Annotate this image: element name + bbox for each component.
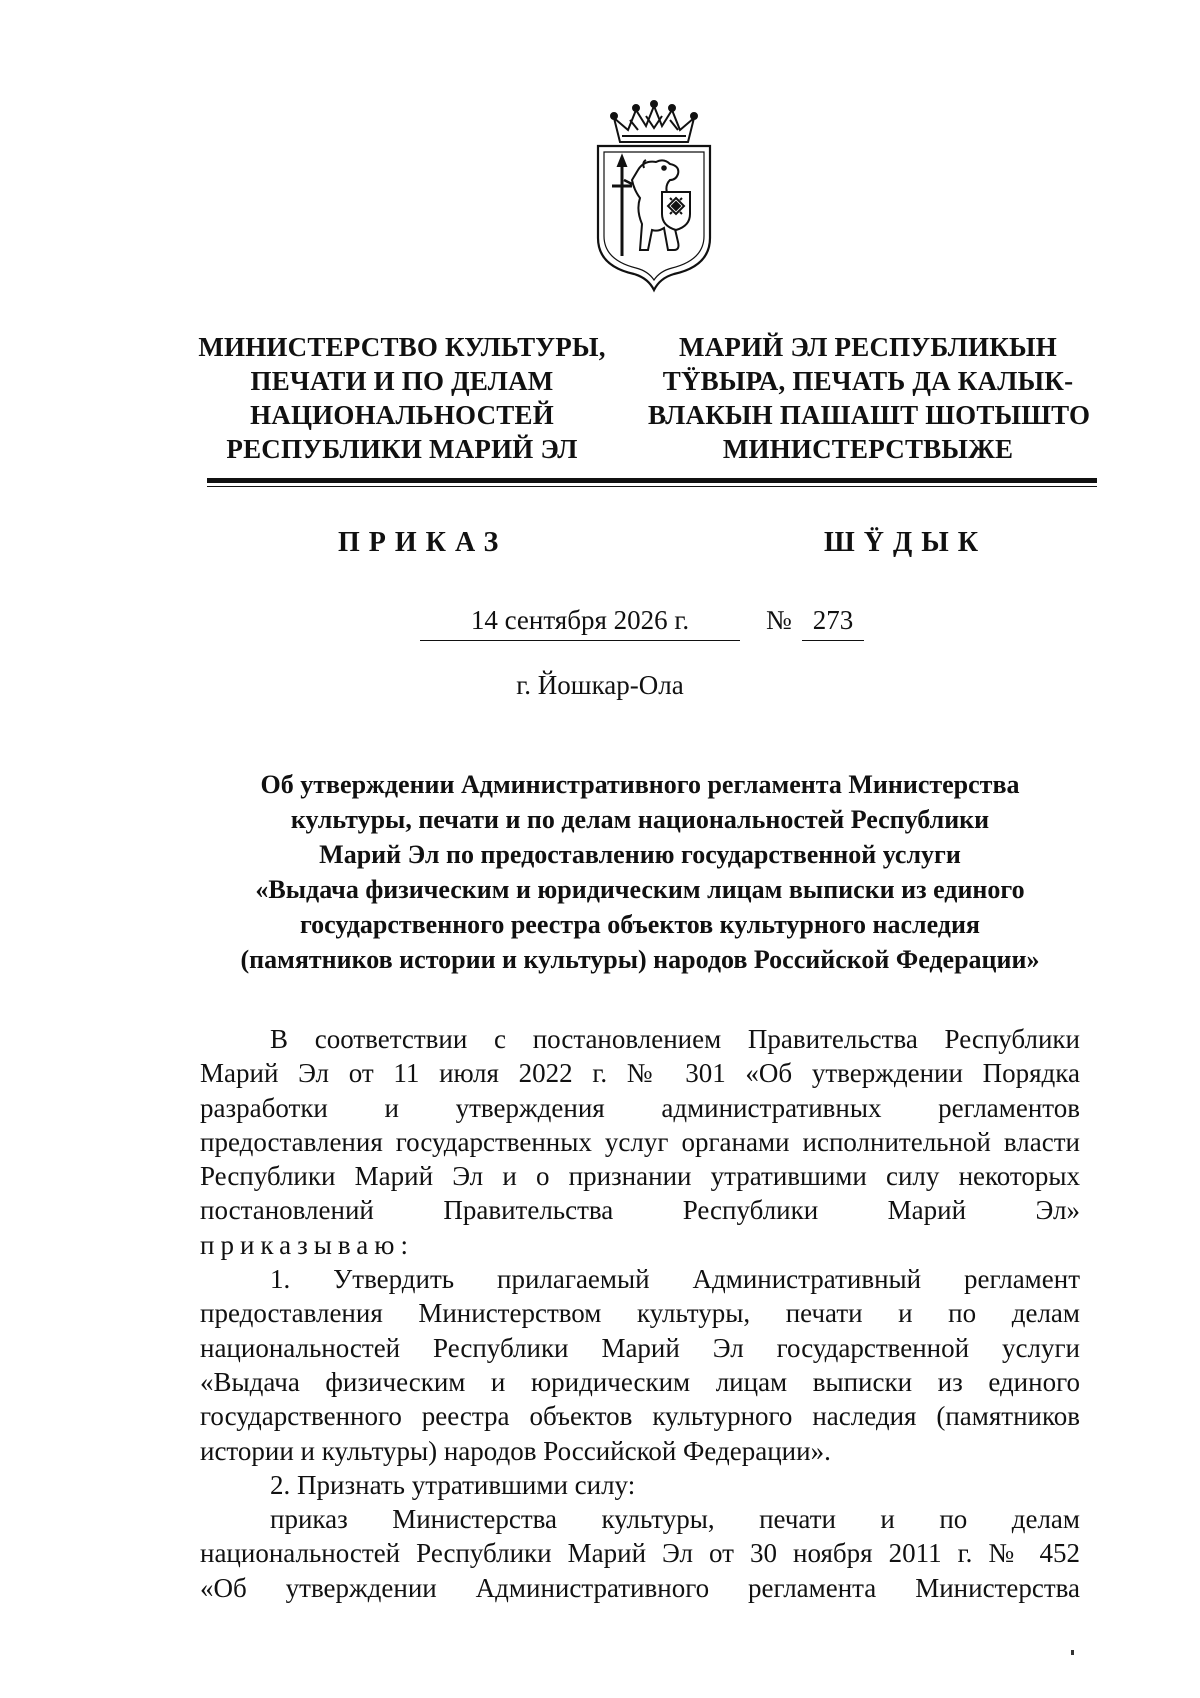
body-line: истории и культуры) народов Российской Федерации».: [200, 1435, 831, 1466]
header-line: РЕСПУБЛИКИ МАРИЙ ЭЛ: [226, 434, 578, 464]
order-date: 14 сентября 2026 г.: [420, 604, 740, 641]
header-line: НАЦИОНАЛЬНОСТЕЙ: [250, 400, 554, 430]
order-body: [200, 1022, 1080, 1605]
doc-type-russian: ПРИКАЗ: [338, 527, 508, 558]
header-line: МАРИЙ ЭЛ РЕСПУБЛИКЫН: [679, 332, 1057, 362]
coat-of-arms-icon: [584, 100, 724, 300]
body-line-order-word: приказываю:: [200, 1229, 414, 1260]
body-line: предоставления Министерством культуры, печати и по делам: [200, 1298, 1080, 1329]
subject-line: Об утверждении Административного регламента Министерства: [260, 770, 1020, 799]
subject-line: государственного реестра объектов культурного наследия: [300, 910, 980, 939]
body-line: национальностей Республики Марий Эл государственной услуги: [200, 1332, 1080, 1363]
body-line: приказ Министерства культуры, печати и по делам: [270, 1504, 1080, 1535]
order-number: 273: [802, 604, 864, 641]
subject-line: Марий Эл по предоставлению государственной услуги: [319, 840, 961, 869]
body-line: постановлений Правительства Республики Марий Эл»: [200, 1195, 1080, 1226]
doc-type-mari: ШŸДЫК: [824, 527, 988, 558]
body-line: разработки и утверждения административных регламентов: [200, 1092, 1080, 1123]
body-line: В соответствии с постановлением Правительства Республики: [270, 1024, 1080, 1054]
city-name: г. Йошкар-Ола: [516, 670, 684, 700]
body-line: государственного реестра объектов культурного наследия (памятников: [200, 1401, 1080, 1432]
subject-line: «Выдача физическим и юридическим лицам выписки из единого: [255, 875, 1025, 904]
header-divider-thin: [207, 486, 1097, 487]
subject-line: (памятников истории и культуры) народов Российской Федерации»: [240, 945, 1040, 974]
ministry-name-mari: [648, 330, 1091, 466]
header-line: ТŸВЫРА, ПЕЧАТЬ ДА КАЛЫК-: [662, 366, 1074, 396]
header-line: ПЕЧАТИ И ПО ДЕЛАМ: [250, 366, 554, 396]
body-line: Марий Эл от 11 июля 2022 г. № 301 «Об утверждении Порядка: [200, 1058, 1080, 1089]
body-line: предоставления государственных услуг органами исполнительной власти: [200, 1126, 1080, 1157]
header-line: ВЛАКЫН ПАШАШТ ШОТЫШТО: [648, 400, 1091, 430]
body-line: «Об утверждении Административного регламента Министерства: [200, 1572, 1080, 1603]
body-line: 1. Утвердить прилагаемый Административный регламент: [270, 1264, 1080, 1295]
subject-line: культуры, печати и по делам национальностей Республики: [290, 805, 990, 834]
header-divider-thick: [207, 478, 1097, 483]
order-subject: [180, 767, 1100, 977]
body-line: национальностей Республики Марий Эл от 30 ноября 2011 г. № 452: [200, 1538, 1080, 1569]
header-line: МИНИСТЕРСТВО КУЛЬТУРЫ,: [198, 332, 606, 362]
number-sign: №: [766, 605, 792, 635]
body-line: 2. Признать утратившими силу:: [270, 1469, 636, 1500]
body-line: «Выдача физическим и юридическим лицам выписки из единого: [200, 1366, 1080, 1397]
body-line: Республики Марий Эл и о признании утратившими силу некоторых: [200, 1161, 1080, 1192]
ministry-name-russian: [182, 330, 622, 466]
page-speck: [1071, 1650, 1074, 1655]
header-line: МИНИСТЕРСТВЫЖЕ: [722, 434, 1014, 464]
